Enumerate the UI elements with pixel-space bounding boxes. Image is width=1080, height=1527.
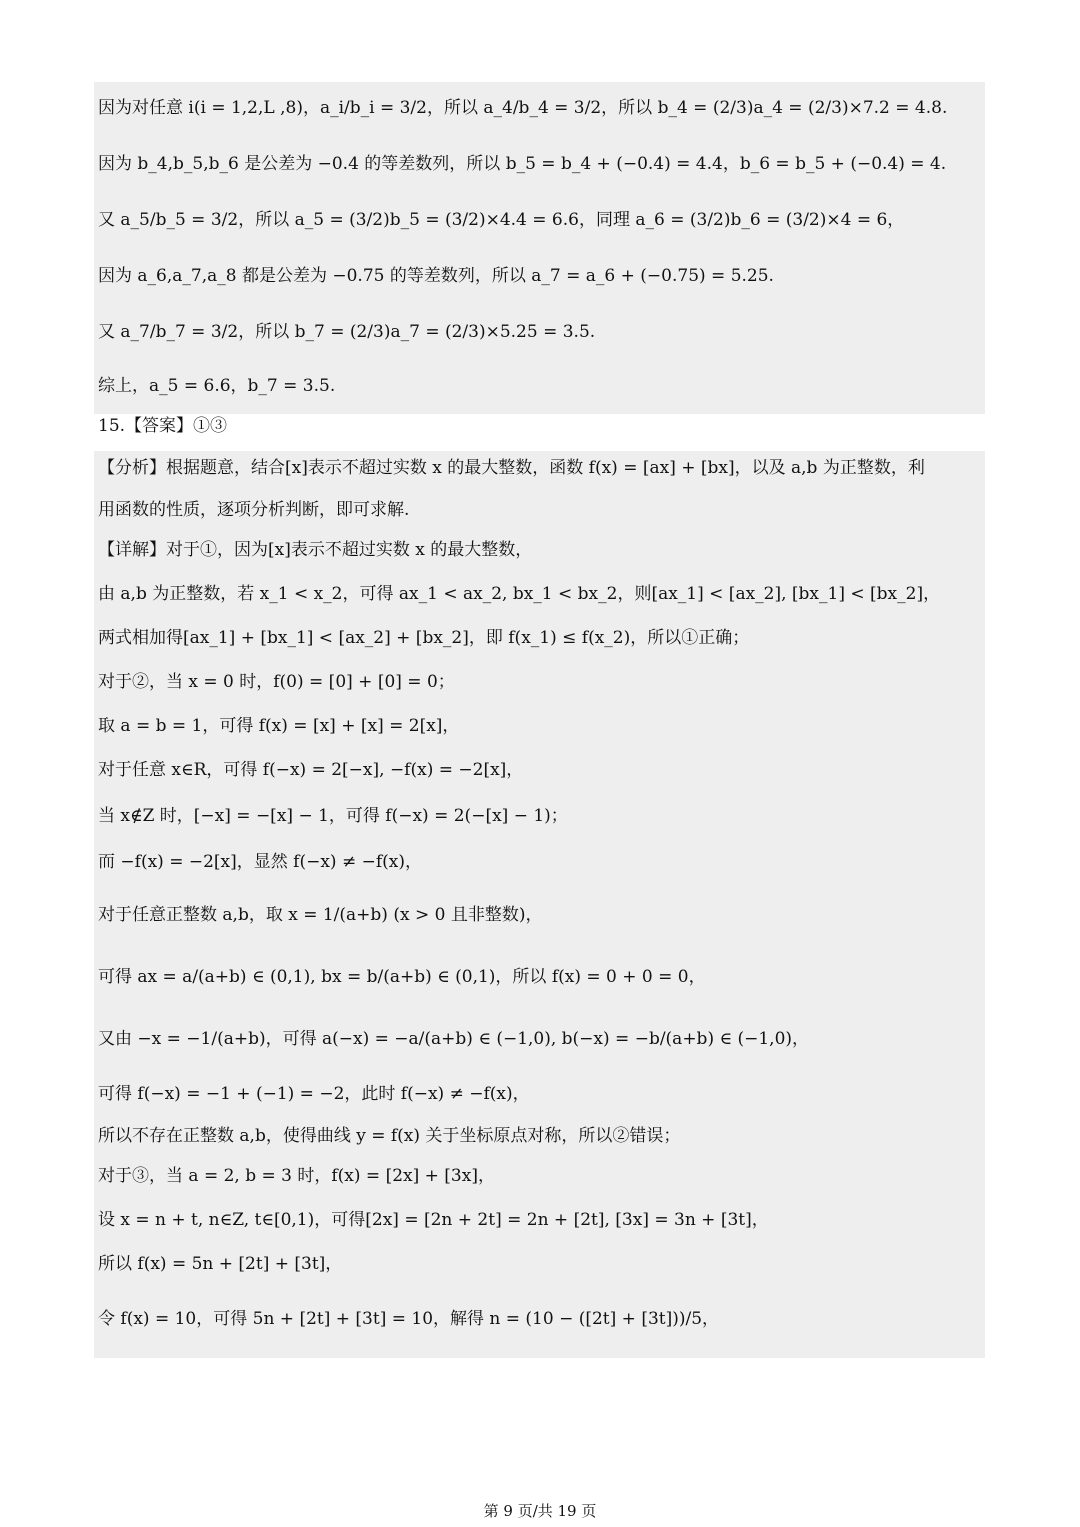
detail-line-4: 对于②，当 x = 0 时，f(0) = [0] + [0] = 0； [98, 672, 455, 692]
detail-line-10: 可得 ax = a/(a+b) ∈ (0,1), bx = b/(a+b) ∈ (0,1)，所以 f(x) = 0 + 0 = 0， [98, 967, 706, 987]
detail-line-5: 取 a = b = 1，可得 f(x) = [x] + [x] = 2[x]， [98, 716, 460, 736]
detail-line-14: 对于③，当 a = 2, b = 3 时，f(x) = [2x] + [3x]， [98, 1166, 495, 1186]
answer-heading: 15.【答案】①③ [98, 416, 228, 436]
detail-line-6: 对于任意 x∈R，可得 f(−x) = 2[−x], −f(x) = −2[x]， [98, 760, 524, 780]
text-line-5: 又 a_7/b_7 = 3/2，所以 b_7 = (2/3)a_7 = (2/3)×5.25 = 3.5. [98, 322, 596, 342]
detail-line-9: 对于任意正整数 a,b，取 x = 1/(a+b) (x > 0 且非整数)， [98, 905, 543, 925]
detail-line-1: 【详解】对于①，因为[x]表示不超过实数 x 的最大整数， [98, 540, 533, 560]
analysis-line-2: 用函数的性质，逐项分析判断，即可求解. [98, 500, 410, 520]
detail-line-13: 所以不存在正整数 a,b，使得曲线 y = f(x) 关于坐标原点对称，所以②错误； [98, 1126, 681, 1146]
analysis-line-1: 【分析】根据题意，结合[x]表示不超过实数 x 的最大整数，函数 f(x) = [ax] + [bx]，以及 a,b 为正整数，利 [98, 458, 925, 478]
text-line-2: 因为 b_4,b_5,b_6 是公差为 −0.4 的等差数列，所以 b_5 = b_4 + (−0.4) = 4.4，b_6 = b_5 + (−0.4) = 4. [98, 154, 947, 174]
detail-line-7: 当 x∉Z 时，[−x] = −[x] − 1，可得 f(−x) = 2(−[x] − 1)； [98, 806, 568, 826]
detail-line-16: 所以 f(x) = 5n + [2t] + [3t]， [98, 1254, 343, 1274]
detail-line-17: 令 f(x) = 10，可得 5n + [2t] + [3t] = 10，解得 n = (10 − ([2t] + [3t]))/5， [98, 1309, 720, 1329]
text-line-1: 因为对任意 i(i = 1,2,L ,8)，a_i/b_i = 3/2，所以 a_4/b_4 = 3/2，所以 b_4 = (2/3)a_4 = (2/3)×7.2 = 4.8. [98, 98, 948, 118]
text-line-6: 综上，a_5 = 6.6，b_7 = 3.5. [98, 376, 336, 396]
detail-line-15: 设 x = n + t, n∈Z, t∈[0,1)，可得[2x] = [2n + 2t] = 2n + [2t], [3x] = 3n + [3t]， [98, 1210, 769, 1230]
solution-shade-top [94, 82, 985, 414]
detail-line-2: 由 a,b 为正整数，若 x_1 < x_2，可得 ax_1 < ax_2, bx_1 < bx_2，则[ax_1] < [ax_2], [bx_1] < [bx_2]， [98, 584, 941, 604]
detail-line-12: 可得 f(−x) = −1 + (−1) = −2，此时 f(−x) ≠ −f(x)， [98, 1084, 530, 1104]
detail-line-8: 而 −f(x) = −2[x]，显然 f(−x) ≠ −f(x)， [98, 852, 422, 872]
page-number: 第 9 页/共 19 页 [483, 1502, 597, 1520]
detail-line-3: 两式相加得[ax_1] + [bx_1] < [ax_2] + [bx_2]，即 f(x_1) ≤ f(x_2)，所以①正确； [98, 628, 750, 648]
detail-line-11: 又由 −x = −1/(a+b)，可得 a(−x) = −a/(a+b) ∈ (−1,0), b(−x) = −b/(a+b) ∈ (−1,0)， [98, 1029, 810, 1049]
text-line-4: 因为 a_6,a_7,a_8 都是公差为 −0.75 的等差数列，所以 a_7 = a_6 + (−0.75) = 5.25. [98, 266, 774, 286]
text-line-3: 又 a_5/b_5 = 3/2，所以 a_5 = (3/2)b_5 = (3/2)×4.4 = 6.6，同理 a_6 = (3/2)b_6 = (3/2)×4 = 6， [98, 210, 905, 230]
